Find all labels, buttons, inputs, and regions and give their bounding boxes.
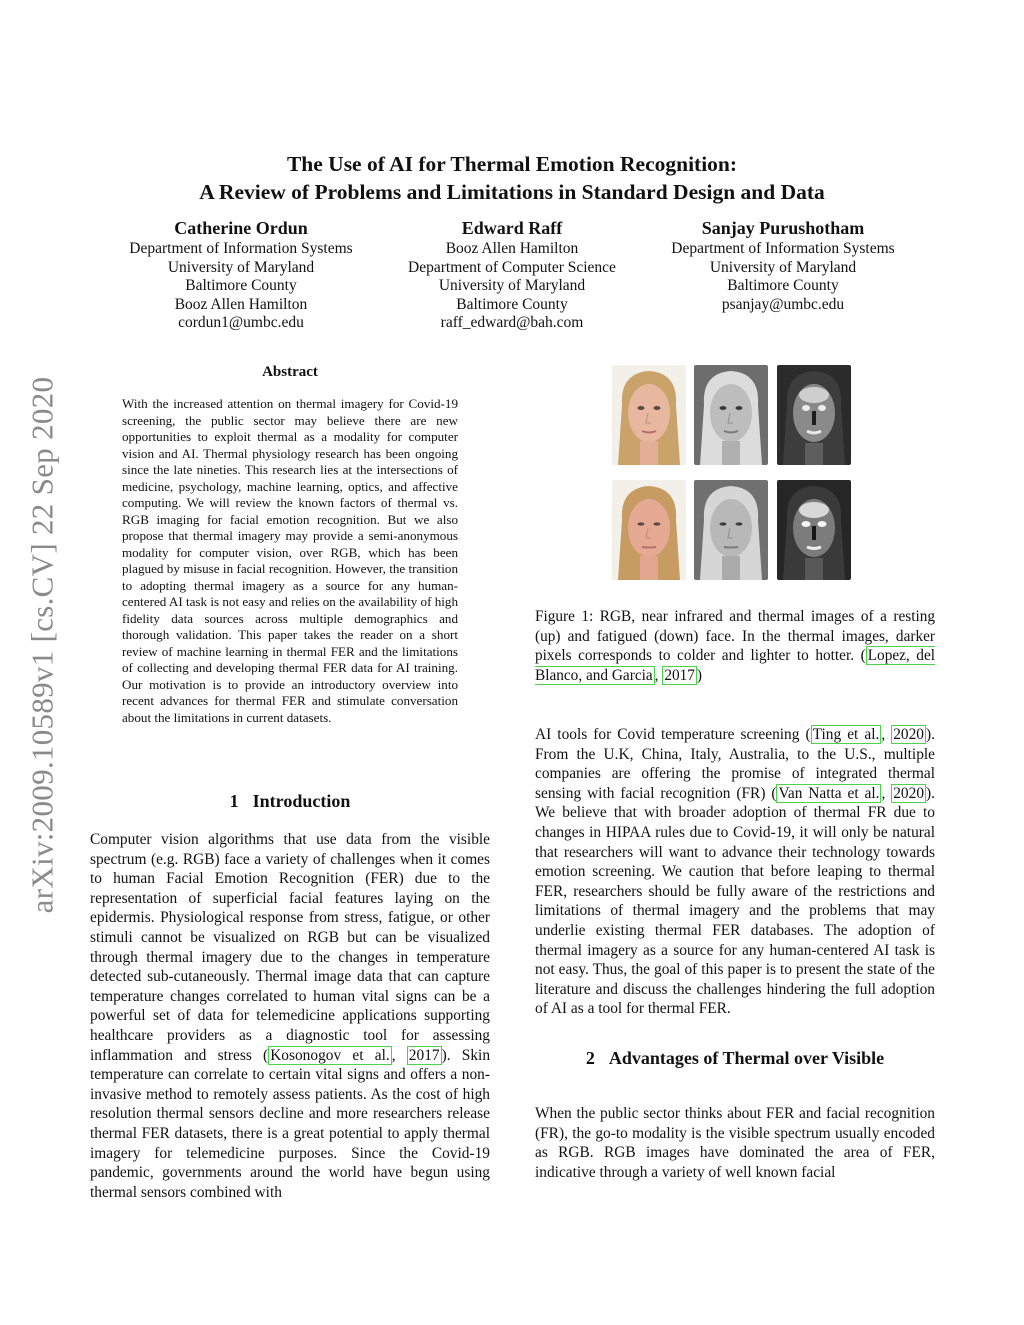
intro-text-continued: ). Skin temperature can correlate to certain vital signs and offers a non-invasive method to remotely assess patients. As the cost of high resolution thermal sensors decline and more researchers release thermal FER datasets, there is a great potential to apply thermal imagery for telemedicine purposes. Since the Covid-19 pandemic, governments around the world have begun using thermal sensors combined with [90, 1046, 491, 1201]
rgb-face-fatigued-image [612, 480, 686, 580]
introduction-paragraph: Computer vision algorithms that use data from the visible spectrum (e.g. RGB) face a variety of challenges when it comes to human Facial Emotion Recognition (FER) due to the representation of superficial facial features laying on the epidermis. Physiological response from stress, fatigue, or other stimuli cannot be visualized on RGB but can be visualized through thermal imagery due to the changes in temperature detected sub-cutaneously. Thermal image data that can capture temperature changes correlated to human vital signs can be a powerful set of data for telemedicine applications supporting healthcare providers as a diagnostic tool for assessing inflammation and stress ( Kosonogov et al. , 2017 ). Skin temperature can correlate to certain vital signs and offers a non-invasive method to remotely assess patients. As the cost of high resolution thermal sensors decline and more researchers release thermal FER datasets, there is a great potential to apply thermal imagery for telemedicine purposes. Since the Covid-19 pandemic, governments around the world have begun using thermal sensors combined with [90, 831, 491, 1201]
author-block-purushotham [646, 216, 920, 314]
author-affiliation: University of Maryland [167, 258, 315, 276]
citation-year-link[interactable]: 2017 [664, 666, 695, 684]
caption-text: Figure 1: RGB, near infrared and thermal images of a resting (up) and fatigued (down) face. In the thermal images, darker pixels corresponds to colder and lighter to hotter. ( [535, 608, 935, 665]
citation-link[interactable]: Van Natta et al. [778, 784, 880, 802]
arxiv-watermark [18, 345, 66, 945]
author-affiliation: University of Maryland [438, 277, 586, 294]
author-affiliation: Baltimore County [456, 295, 568, 313]
author-affiliation: University of Maryland [709, 258, 857, 276]
paper-title [90, 150, 934, 206]
author-name: Edward Raff [461, 218, 563, 238]
thermal-face-resting-image [777, 365, 851, 465]
nir-face-resting-image [694, 365, 768, 465]
author-affiliation: Booz Allen Hamilton [445, 240, 579, 257]
figure-1-caption: Figure 1: RGB, near infrared and thermal images of a resting (up) and fatigued (down) face. In the thermal images, darker pixels corresponds to colder and lighter to hotter. ( Lopez, del Blanco, and Garcia , 2017 ) [535, 608, 935, 684]
section-number: 1 [229, 791, 239, 811]
author-name: Catherine Ordun [174, 218, 308, 238]
author-block-ordun [104, 216, 378, 333]
section-heading-advantages [535, 1048, 935, 1069]
author-affiliation: Department of Information Systems [129, 240, 353, 257]
author-affiliation: Baltimore County [727, 277, 839, 294]
abstract-text: With the increased attention on thermal imagery for Covid-19 screening, the public sector may believe there are new opportunities to exploit thermal as a modality for computer vision and AI. Thermal physiology research has been ongoing since the late nineties. This research lies at the intersections of medicine, psychology, machine learning, optics, and affective computing. We will review the known factors of thermal vs. RGB imaging for facial emotion recognition. But we also propose that thermal imagery may provide a semi-anonymous modality for computer vision, over RGB, which has been plagued by misuse in facial recognition. However, the transition to adopting thermal imagery as a source for any human-centered AI task is not easy and relies on the availability of high fidelity data sources across multiple demographics and thorough validation. This paper takes the reader on a short review of machine learning in thermal FER and the limitations of collecting and developing thermal FER data for AI training. Our motivation is to provide an introductory overview into recent advances for thermal FER and stimulate conversation about the limitations in current datasets. [122, 396, 458, 725]
arxiv-id: arXiv:2009.10589v1 [cs.CV] 22 Sep 2020 [24, 376, 60, 914]
thermal-face-fatigued-image [777, 480, 851, 580]
section-title: Introduction [252, 791, 351, 811]
figure-1-face-grid [612, 365, 854, 581]
abstract-heading: Abstract [262, 364, 318, 380]
author-email: cordun1@umbc.edu [178, 314, 304, 331]
intro-text: Computer vision algorithms that use data from the visible spectrum (e.g. RGB) face a variety of challenges when it comes to human Facial Emotion Recognition (FER) due to the representation of superficial facial features laying on the epidermis. Physiological response from stress, fatigue, or other stimuli cannot be visualized on RGB but can be visualized through thermal imagery due to the changes in temperature detected sub-cutaneously. Thermal image data that can capture temperature changes correlated to human vital signs can be a powerful set of data for telemedicine applications supporting healthcare providers as a diagnostic tool for assessing inflammation and stress ( [90, 831, 490, 1064]
right-column-paragraph: AI tools for Covid temperature screening ( Ting et al. , 2020 ). From the U.K, China, Italy, Australia, to the U.S., multiple companies are offering the promise of integrated thermal sensing with facial recognition (FR) ( Van Natta et al. , 2020 ). We believe that with broader adoption of thermal FR due to changes in HIPAA rules due to Covid-19, it will only be natural that researchers will want to advance their technology towards emotion screening. We caution that before leaping to thermal FER, researchers should be fully aware of the restrictions and limitations of thermal imagery and the problems that may underlie existing thermal FER databases. The adoption of thermal imagery as a source for any human-centered AI task is not easy. Thus, the goal of this paper is to present the state of the literature and discuss the challenges hindering the full adoption of AI as a tool for thermal FER. [535, 726, 935, 1018]
section-title: Advantages of Thermal over Visible [608, 1048, 885, 1068]
section-2-paragraph: When the public sector thinks about FER and facial recognition (FR), the go-to modality is the visible spectrum usually encoded as RGB. RGB images have dominated the area of FER, indicative through a variety of well known facial [535, 1105, 935, 1181]
citation-year-link[interactable]: 2020 [893, 726, 924, 743]
citation-link[interactable]: Lopez, del Blanco, and Garcia [535, 647, 935, 684]
nir-face-fatigued-image [694, 480, 768, 580]
author-name: Sanjay Purushotham [701, 218, 865, 238]
author-email: raff_edward@bah.com [440, 314, 584, 331]
citation-year-link[interactable]: 2017 [408, 1046, 440, 1064]
author-affiliation: Baltimore County [185, 277, 297, 294]
title-line-1: The Use of AI for Thermal Emotion Recognition: [286, 152, 738, 176]
citation-year-link[interactable]: 2020 [893, 784, 925, 802]
citation-link[interactable]: Kosonogov et al. [270, 1046, 390, 1064]
author-block-raff [382, 216, 642, 333]
author-affiliation: Booz Allen Hamilton [174, 295, 308, 313]
section-number: 2 [585, 1048, 595, 1068]
section-heading-introduction [90, 791, 490, 812]
citation-link[interactable]: Ting et al. [812, 726, 880, 743]
rgb-face-resting-image [612, 365, 686, 465]
title-line-2: A Review of Problems and Limitations in Standard Design and Data [199, 180, 825, 204]
author-affiliation: Department of Computer Science [408, 258, 616, 276]
author-email: psanjay@umbc.edu [721, 295, 845, 313]
author-affiliation: Department of Information Systems [671, 240, 895, 257]
